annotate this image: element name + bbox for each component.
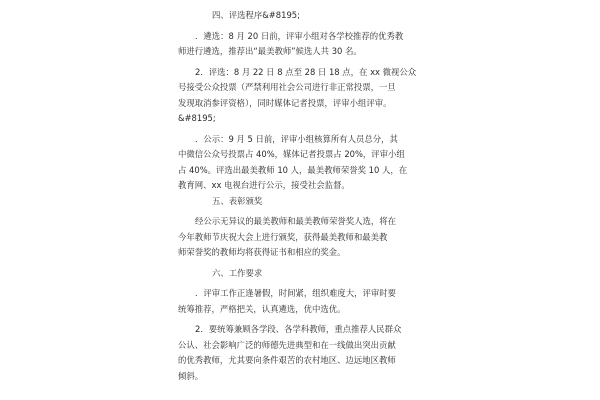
paragraph-line: 公认、社会影响广泛的师德先进典型和在一线做出突出贡献 xyxy=(178,339,396,350)
paragraph-line: ．公示：9 月 5 日前，评审小组核算所有人员总分，其 xyxy=(195,133,398,144)
paragraph-line: 占 40%。评选出最美教师 10 人，最美教师荣誉奖 10 人，在 xyxy=(178,164,408,175)
paragraph-line: 号接受公众投票（严禁利用社会公司进行非正常投票，一旦 xyxy=(178,82,396,92)
paragraph-line: 师进行遴选，推荐出“最美教师”候选人共 30 名。 xyxy=(178,46,362,56)
paragraph-line: 统筹推荐，严格把关，认真遴选，优中选优。 xyxy=(178,303,346,314)
paragraph-line: 2．评选：8 月 22 日 8 点至 28 日 18 点，在 xx 微视公众 xyxy=(195,66,417,77)
paragraph-line: ．遴选：8 月 20 日前，评审小组对各学校推荐的优秀教 xyxy=(195,30,404,41)
paragraph-line: 经公示无异议的最美教师和最美教师荣誉奖人选，将在 xyxy=(195,216,396,226)
paragraph-line: 2．要统筹兼顾各学段、各学科教师，重点推荐人民群众 xyxy=(195,324,402,334)
paragraph-line: 的优秀教师，尤其要向条件艰苦的农村地区、边远地区教师 xyxy=(178,355,396,365)
section-heading-review-process: 四、评选程序&#8195; xyxy=(212,10,300,20)
section-heading-work-requirements: 六、工作要求 xyxy=(212,267,263,278)
paragraph-line: 今年教师节庆祝大会上进行颁奖，获得最美教师和最美教 xyxy=(178,231,388,242)
paragraph-line: 中微信公众号投票占 40%，媒体记者投票占 20%，评审小组 xyxy=(178,149,405,159)
paragraph-line: 倾斜。 xyxy=(178,370,204,381)
paragraph-line: ．评审工作正逢暑假，时间紧，组织难度大，评审时要 xyxy=(195,288,396,298)
paragraph-line: 师荣誉奖的教师均将获得证书和相应的奖金。 xyxy=(178,247,346,257)
paragraph-line: 教育网、xx 电视台进行公示，接受社会监督。 xyxy=(178,180,350,190)
paragraph-line: 发现取消参评资格），同时媒体记者投票，评审小组评审。 xyxy=(178,97,392,108)
paragraph-line: &#8195; xyxy=(178,113,216,123)
section-heading-awards: 五、表彰颁奖 xyxy=(212,195,263,206)
